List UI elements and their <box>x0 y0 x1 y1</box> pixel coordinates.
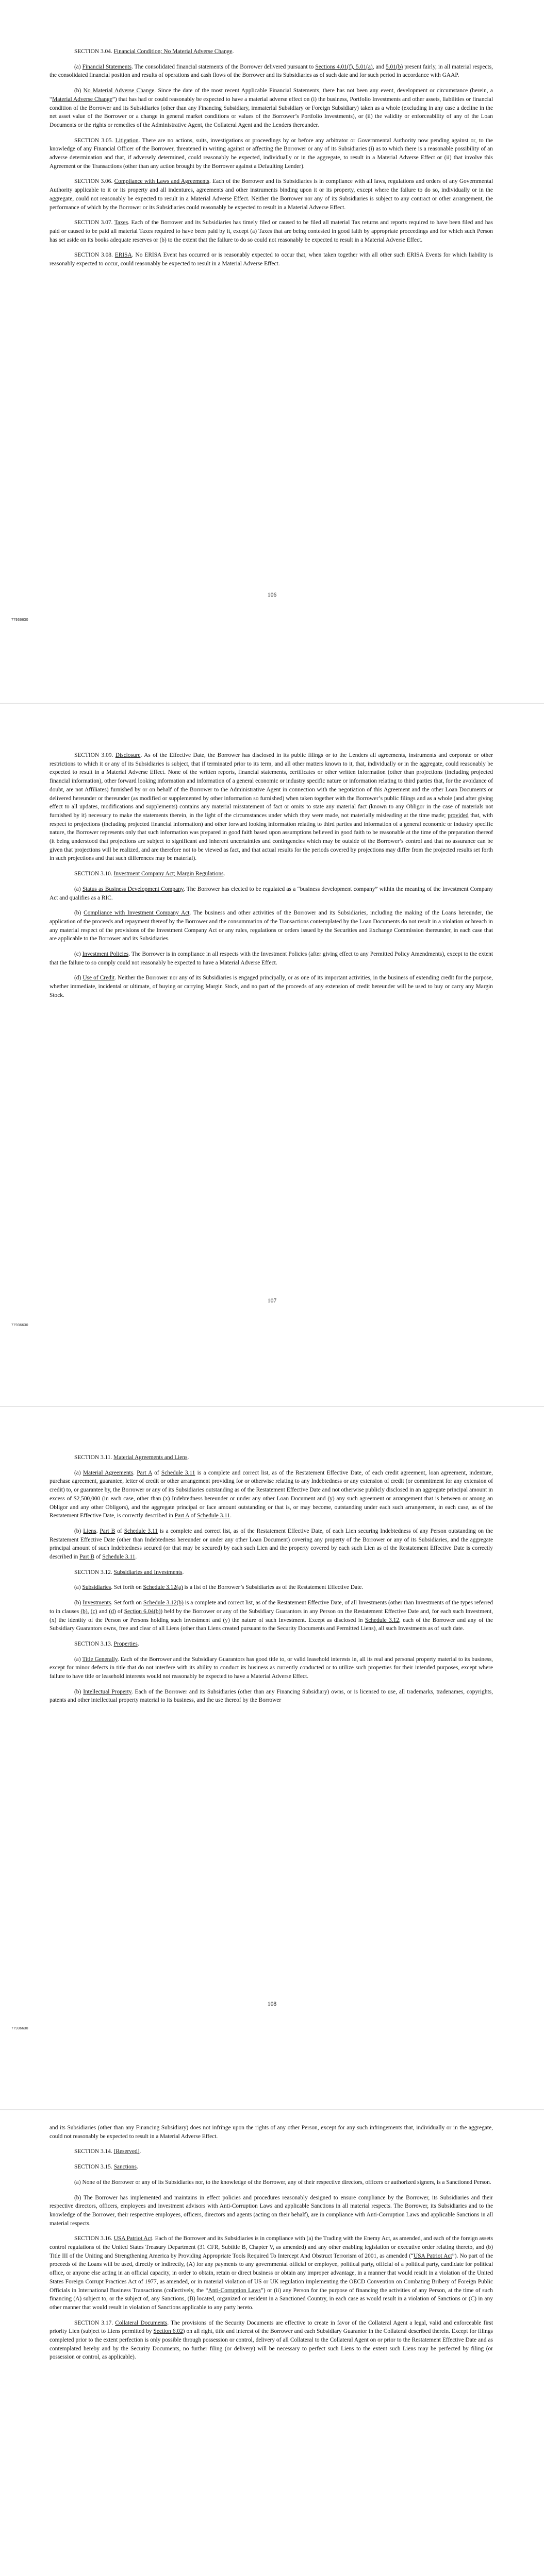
paragraph <box>50 2178 493 2187</box>
text-run: . <box>136 2164 138 2171</box>
text-run: ”) that has had or could reasonably be expected to have a material adverse effect on (i) the business, Portfolio Investments and other assets, liabilities or financial condition of the Borrower and its Subsidiaries (other than any Financing Subsidiary, immaterial Subsidiary or Foreign Subsidiary) taken as a whole (excluding in any case a decline in the net asset value of the Borrower or a change in general market conditions or values of the Borrower’s Portfolio Investments), or (ii) the validity or enforceability of any of the Loan Documents or the rights or remedies of the Administrative Agent, the Collateral Agent and the Lenders thereunder. <box>50 96 493 128</box>
underlined-text: Taxes <box>114 219 128 226</box>
text-run: ”) or (ii) any Person for the purpose of financing the activities of any Person, at the time of such financing (A) subject to, or the subject of, any Sanctions, (B) located, organized or resident in a Sanctioned Country, in each case as would result in a violation of Sanctions or (C) in any other manner that would result in violation of Sanctions applicable to any party hereto. <box>50 2287 493 2311</box>
paragraph <box>50 1527 493 1562</box>
paragraph <box>50 1688 493 1705</box>
text-run: (b) <box>74 910 84 917</box>
underlined-text: Section 6.04(b) <box>124 1608 161 1615</box>
underlined-text: Schedule 3.11 <box>161 1469 195 1476</box>
underlined-text: Sections 4.01(f), 5.01(a) <box>315 63 373 70</box>
text-run: (b) <box>74 88 84 94</box>
page-number: 108 <box>267 2001 277 2007</box>
text-run: SECTION 3.15. <box>74 2164 114 2171</box>
underlined-text: Disclosure <box>115 752 141 758</box>
underlined-text: Litigation <box>115 137 139 144</box>
text-run: . <box>135 1554 137 1561</box>
underlined-text: No Material Adverse Change <box>83 88 155 94</box>
underlined-text: Anti-Corruption Laws <box>208 2287 261 2294</box>
text-run: (a) None of the Borrower or any of its Subsidiaries nor, to the knowledge of the Borrower, any of their respective directors, officers or authorized signers, is a Sanctioned Person. <box>74 2179 491 2185</box>
text-run: . <box>133 1469 137 1476</box>
text-run: (b) <box>74 1600 83 1606</box>
text-run: SECTION 3.07. <box>74 219 114 226</box>
paragraph <box>50 2194 493 2228</box>
underlined-text: Use of Credit <box>83 975 115 981</box>
paragraph <box>50 751 493 863</box>
text-run: SECTION 3.12. <box>74 1569 114 1575</box>
text-run: and <box>97 1608 109 1615</box>
text-run: (b) <box>74 1528 84 1534</box>
text-run: (b) <box>74 1688 84 1695</box>
text-run: , and <box>372 63 386 70</box>
text-run: SECTION 3.17. <box>74 2319 116 2326</box>
paragraph <box>50 1640 493 1649</box>
paragraph <box>50 909 493 943</box>
underlined-text: Schedule 3.12(a) <box>143 1584 183 1591</box>
text-run: is a complete and correct list, as of the Restatement Effective Date, of each credit agreement, loan agreement, indenture, purchase agreement, guarantee, letter of credit or other arrangement providing for or otherwise relating to any Indebtedness or any extension of credit (or commitment for any extension of credit) to, or guarantee by, the Borrower or any of its Subsidiaries outstanding as of the Restatement Effective Date and not otherwise publicly disclosed in an aggregate principal amount in excess of $2,500,000 (in each case, other than (x) Indebtedness hereunder or under any other Loan Document and (y) any such agreement or arrangement that is between or among an Obligor and any other Obligors), and the aggregate principal or face amount outstanding or that is, or may become, outstanding under each such arrangement, in each case, as of the Restatement Effective Date, is correctly described in <box>50 1469 493 1519</box>
underlined-text: Material Agreements and Liens <box>113 1454 188 1461</box>
text-run: ) held by the Borrower or any of the Subsidiary Guarantors in any Person on the Restatement Effective Date and, for each such Investment, (x) the identity of the Person or Persons holding such Investment and (y) the nature of such Investment. Except as disclosed in <box>50 1608 493 1623</box>
text-run: (a) <box>74 1584 83 1591</box>
text-run: SECTION 3.06. <box>74 178 114 185</box>
underlined-text: Subsidiaries and Investments <box>113 1569 183 1575</box>
text-run: (c) <box>74 951 83 958</box>
underlined-text: Subsidiaries <box>82 1584 111 1591</box>
underlined-text: Liens <box>83 1528 96 1534</box>
paragraph <box>50 63 493 80</box>
underlined-text: Compliance with Laws and Agreements <box>114 178 209 185</box>
paragraph <box>50 137 493 171</box>
text-run: SECTION 3.13. <box>74 1640 114 1647</box>
text-run: . The Borrower has elected to be regulated as a “business development company” within the meaning of the Investment Company Act and qualifies as a RIC. <box>50 886 493 901</box>
paragraph <box>50 974 493 999</box>
text-run: . There are no actions, suits, investigations or proceedings by or before any arbitrator or Governmental Authority now pending against or, to the knowledge of any Financial Officer of the Borrower, threatened in writing against or affecting the Borrower or any of its Subsidiaries (i) as to which there is a reasonable possibility of an adverse determination and that, if adversely determined, could reasonably be expected, individually or in the aggregate, to result in a Material Adverse Effect or (ii) that involve this Agreement or the Transactions (other than any action brought by the Borrower against a Defaulting Lender). <box>50 137 493 170</box>
text-run: (d) <box>74 975 83 981</box>
document-id: 77936630 <box>11 2027 28 2030</box>
paragraph <box>50 885 493 902</box>
text-run: . Each of the Borrower and its Subsidiaries is in compliance with all laws, regulations and orders of any Governmental Authority applicable to it or its property and all indentures, agreements and other instruments binding upon it or its property, except where the failure to do so, individually or in the aggregate, could not reasonably be expected to result in a Material Adverse Effect. Neither the Borrower nor any of its Subsidiaries is subject to any contract or other arrangement, the performance of which by the Borrower or its Subsidiaries could reasonably be expected to result in a Material Adverse Effect. <box>50 178 493 211</box>
underlined-text: ERISA <box>114 252 132 259</box>
text-run: . Each of the Borrower and the Subsidiary Guarantors has good title to, or valid leasehold interests in, all its real and personal property material to its business, except for minor defects in title that do not interfere with its ability to conduct its business as currently conducted or to utilize such properties for their intended purposes, except where failure to have title or leasehold interests would not reasonably be expected to have a Material Adverse Effect. <box>50 1656 493 1680</box>
paragraph <box>50 2124 493 2141</box>
underlined-text: Part B <box>100 1528 116 1534</box>
paragraph <box>50 950 493 967</box>
page-108 <box>0 1407 544 2110</box>
text-run: SECTION 3.04. <box>74 48 114 55</box>
text-run: (b) The Borrower has implemented and maintains in effect policies and procedures reasonably designed to ensure compliance by the Borrower, its Subsidiaries and their respective directors, officers, employees and investment advisors with Anti-Corruption Laws and applicable Sanctions in all material respects. The Borrower, its Subsidiaries and to the knowledge of the Borrower, their respective employees, officers, directors and agents (acting on their behalf), are in compliance with Anti-Corruption Laws and applicable Sanctions in all material respects. <box>50 2194 493 2227</box>
text-run: ”). No part of the proceeds of the Loans will be used, directly or indirectly, (A) for any payments to any governmental official or employee, political party, official of a political party, candidate for political office, or anyone else acting in an official capacity, in order to obtain, retain or direct business or obtain any improper advantage, in a manner that would result in a violation of the United States Foreign Corrupt Practices Act of 1977, as amended, or in material violation of US or UK regulation implementing the OECD Convention on Combating Bribery of Foreign Public Officials in International Business Transactions (collectively, the “ <box>50 2252 493 2294</box>
underlined-text: Schedule 3.12 <box>365 1617 400 1623</box>
underlined-text: Schedule 3.11 <box>102 1554 136 1561</box>
text-run: is a complete and correct list, as of the Restatement Effective Date, of all Investments (other than Investments of the types referred to in clauses <box>50 1600 493 1615</box>
underlined-text: Material Agreements <box>83 1469 134 1476</box>
text-run: . As of the Effective Date, the Borrower has disclosed in its public filings or to the Lenders all agreements, instruments and corporate or other restrictions to which it or any of its Subsidiaries is subject, that if terminated prior to its term, and all other matters known to it, that, individually or in the aggregate, could reasonably be expected to result in a Material Adverse Effect. None of the written reports, financial statements, certificates or other written information (other than projections (including projected financial information), other forward looking information and information of a general economic or industry specific nature or information relating to third parties that, for the avoidance of doubt, are not Affiliates) furnished by or on behalf of the Borrower to the Administrative Agent in connection with the negotiation of this Agreement and the other Loan Documents or delivered hereunder or thereunder (as modified or supplemented by other information so furnished) when taken together with the Borrower’s public filings and as a whole (and after giving effect to all updates, modifications and supplements) contains any material misstatement of fact or omits to state any material fact (known to any Obligor in the case of materials not furnished by it) necessary to make the statements therein, in the light of the circumstances under which they were made, not materially misleading at the time made; <box>50 752 493 819</box>
text-run: of <box>189 1513 197 1519</box>
underlined-text: USA Patriot Act <box>113 2235 152 2242</box>
underlined-text: Investment Company Act; Margin Regulations <box>113 871 224 877</box>
text-run: SECTION 3.05. <box>74 137 116 144</box>
text-run: . <box>230 1513 232 1519</box>
text-run: . <box>96 1528 100 1534</box>
text-run: that, with respect to projections (including projected financial information) and other forward looking information relating to third parties and information of a general economic or industry specific nature, the Borrower represents only that such information was prepared in good faith based upon assumptions believed in good faith to be reasonable at the time of the preparation thereof (it being understood that projections are subject to significant and inherent uncertainties and contingencies which may be outside of the Borrower’s control and that no assurance can be given that projections will be realized, and are therefore not to be viewed as fact, and that actual results for the periods covered by projections may differ from the projected results set forth in such projections and that such differences may be material). <box>50 812 493 862</box>
underlined-text: provided <box>448 812 469 819</box>
text-run: . Each of the Borrower and its Subsidiaries is in compliance with (a) the Trading with the Enemy Act, as amended, and each of the foreign assets control regulations of the United States Treasury Department (31 CFR, Subtitle B, Chapter V, as amended) and any other enabling legislation or executive order relating thereto, and (b) Title III of the Uniting and Strengthening America by Providing Appropriate Tools Required To Intercept And Obstruct Terrorism of 2001, as amended (“ <box>50 2235 493 2259</box>
text-run: SECTION 3.09. <box>74 752 116 758</box>
page-body <box>50 751 493 1007</box>
paragraph <box>50 2147 493 2156</box>
text-run: of <box>116 1608 124 1615</box>
underlined-text: Status as Business Development Company <box>82 886 184 892</box>
text-run: . The provisions of the Security Documents are effective to create in favor of the Collateral Agent a legal, valid and enforceable first priority Lien (subject to Liens permitted by <box>50 2319 493 2335</box>
underlined-text: (d) <box>109 1608 116 1615</box>
text-run: of <box>152 1469 161 1476</box>
text-run: . No ERISA Event has occurred or is reasonably expected to occur that, when taken together with all other such ERISA Events for which liability is reasonably expected to occur, could reasonably be expected to result in a Material Adverse Effect. <box>50 252 493 267</box>
underlined-text: Financial Statements <box>82 63 132 70</box>
underlined-text: Investment Policies <box>82 951 129 958</box>
underlined-text: Intellectual Property <box>83 1688 131 1695</box>
paragraph <box>50 2234 493 2312</box>
page-body <box>50 2124 493 2368</box>
underlined-text: Compliance with Investment Company Act <box>84 910 190 917</box>
paragraph <box>50 218 493 244</box>
text-run: . The business and other activities of the Borrower and its Subsidiaries, including the making of the Loans hereunder, the application of the proceeds and repayment thereof by the Borrower and the consummation of the Transactions contemplated by the Loan Documents do not result in a violation or breach in any material respect of the provisions of the Investment Company Act or any rules, regulations or orders issued by the Securities and Exchange Commission thereunder, in each case that are applicable to the Borrower and its Subsidiaries. <box>50 910 493 942</box>
text-run: (a) <box>74 1656 83 1663</box>
text-run: SECTION 3.10. <box>74 871 114 877</box>
underlined-text: Material Adverse Change <box>52 96 112 103</box>
text-run: , each of the Borrower and any of the Subsidiary Guarantors owns, free and clear of all Liens (other than Liens created pursuant to the Security Documents and Permitted Liens), all such Investments as of such date. <box>50 1617 493 1632</box>
underlined-text: Schedule 3.11 <box>124 1528 158 1534</box>
underlined-text: 5.01(b) <box>386 63 403 70</box>
text-run: is a list of the Borrower’s Subsidiaries as of the Restatement Effective Date. <box>183 1584 364 1591</box>
paragraph <box>50 251 493 268</box>
underlined-text: [Reserved] <box>113 2148 140 2155</box>
page-body <box>50 1453 493 1711</box>
paragraph <box>50 2319 493 2362</box>
paragraph <box>50 177 493 212</box>
paragraph <box>50 1583 493 1592</box>
text-run: of <box>94 1554 103 1561</box>
underlined-text: Title Generally <box>82 1656 118 1663</box>
text-run: . Since the date of the most recent Applicable Financial Statements, there has not been any event, development or circumstance (herein, a “ <box>50 88 493 103</box>
text-run: , <box>87 1608 91 1615</box>
underlined-text: (b) <box>80 1608 88 1615</box>
text-run: . Set forth on <box>111 1600 143 1606</box>
underlined-text: (c) <box>90 1608 97 1615</box>
page-109 <box>0 2110 544 2576</box>
text-run: . The consolidated financial statements of the Borrower delivered pursuant to <box>131 63 316 70</box>
underlined-text: Part A <box>174 1513 189 1519</box>
paragraph <box>50 1599 493 1633</box>
underlined-text: Part B <box>79 1554 94 1561</box>
underlined-text: Collateral Documents <box>115 2319 168 2326</box>
underlined-text: USA Patriot Act <box>413 2252 452 2259</box>
text-run: SECTION 3.08. <box>74 252 115 259</box>
underlined-text: Sanctions <box>113 2164 137 2171</box>
text-run: of <box>115 1528 124 1534</box>
paragraph <box>50 1568 493 1577</box>
paragraph <box>50 1655 493 1681</box>
underlined-text: Schedule 3.11 <box>197 1513 230 1519</box>
paragraph <box>50 1453 493 1462</box>
page-number: 106 <box>267 591 277 598</box>
text-run: . Neither the Borrower nor any of its Subsidiaries is engaged principally, or as one of its important activities, in the business of extending credit for the purpose, whether immediate, incidental or ultimate, of buying or carrying Margin Stock, and no part of the proceeds of any extension of credit hereunder will be used to buy or carry any Margin Stock. <box>50 975 493 998</box>
text-run: (a) <box>74 63 83 70</box>
text-run: . <box>187 1454 189 1461</box>
paragraph <box>50 47 493 56</box>
text-run: SECTION 3.11. <box>74 1454 114 1461</box>
underlined-text: Section 6.02 <box>153 2328 183 2335</box>
paragraph <box>50 870 493 878</box>
underlined-text: Financial Condition; No Material Adverse Change <box>113 48 233 55</box>
text-run: is a complete and correct list, as of the Restatement Effective Date, of each Lien securing Indebtedness of any Person outstanding on the Restatement Effective Date (other than Indebtedness hereunder or under any other Loan Document) covering any property of the Borrower or any of its Subsidiaries, and the aggregate principal amount of such Indebtedness secured (or that may be secured) by each such Lien and the property covered by each such Lien as of the Restatement Effective Date is correctly described in <box>50 1528 493 1561</box>
text-run: . Set forth on <box>111 1584 143 1591</box>
text-run: SECTION 3.14. <box>74 2148 114 2155</box>
text-run: present fairly, in all material respects, the consolidated financial position and results of operations and cash flows of the Borrower and its Subsidiaries as of such date and for such period in accordance with GAAP. <box>50 63 493 79</box>
text-run: . <box>137 1640 139 1647</box>
paragraph <box>50 1469 493 1520</box>
document-id: 77936630 <box>11 618 28 622</box>
text-run: . Each of the Borrower and its Subsidiaries has timely filed or caused to be filed all material Tax returns and reports required to have been filed and has paid or caused to be paid all material Taxes required to have been paid by it, except (a) Taxes that are being contested in good faith by appropriate proceedings and for which such Person has set aside on its books adequate reserves or (b) to the extent that the failure to do so could not reasonably be expected to result in a Material Adverse Effect. <box>50 219 493 243</box>
text-run: . <box>139 2148 141 2155</box>
text-run: SECTION 3.16. <box>74 2235 114 2242</box>
page-106 <box>0 0 544 703</box>
document-id: 77936630 <box>11 1324 28 1327</box>
text-run: . The Borrower is in compliance in all respects with the Investment Policies (after giving effect to any Permitted Policy Amendments), except to the extent that the failure to so comply could not reasonably be expected to have a Material Adverse Effect. <box>50 951 493 966</box>
text-run: (a) <box>74 886 83 892</box>
text-run: . <box>223 871 225 877</box>
underlined-text: Schedule 3.12(b) <box>143 1600 184 1606</box>
underlined-text: Investments <box>83 1600 111 1606</box>
page-body <box>50 47 493 275</box>
text-run: . Each of the Borrower and its Subsidiaries (other than any Financing Subsidiary) owns, or is licensed to use, all trademarks, tradenames, copyrights, patents and other intellectual property material to its business, and the use thereof by the Borrower <box>50 1688 493 1704</box>
text-run: . <box>182 1569 184 1575</box>
text-run: (a) <box>74 1469 83 1476</box>
underlined-text: Properties <box>113 1640 138 1647</box>
text-run: and its Subsidiaries (other than any Financing Subsidiary) does not infringe upon the rights of any other Person, except for any such infringements that, individually or in the aggregate, could not reasonably be expected to result in a Material Adverse Effect. <box>50 2125 493 2140</box>
page-number: 107 <box>267 1297 277 1304</box>
underlined-text: Part A <box>137 1469 152 1476</box>
paragraph <box>50 2163 493 2172</box>
text-run: ) on all right, title and interest of the Borrower and each Subsidiary Guarantor in the Collateral described therein. Except for filings completed prior to the extent perfection is only possible through possession or control, delivery of all Collateral to the Collateral Agent on or prior to the Restatement Effective Date and as contemplated hereby and by the Security Documents, no further filing (or delivery) will be necessary to perfect such Liens to the extent such Liens may be perfected by filing (or possession or control, as applicable). <box>50 2328 493 2361</box>
text-run: . <box>232 48 234 55</box>
paragraph <box>50 87 493 130</box>
page-107 <box>0 704 544 1406</box>
